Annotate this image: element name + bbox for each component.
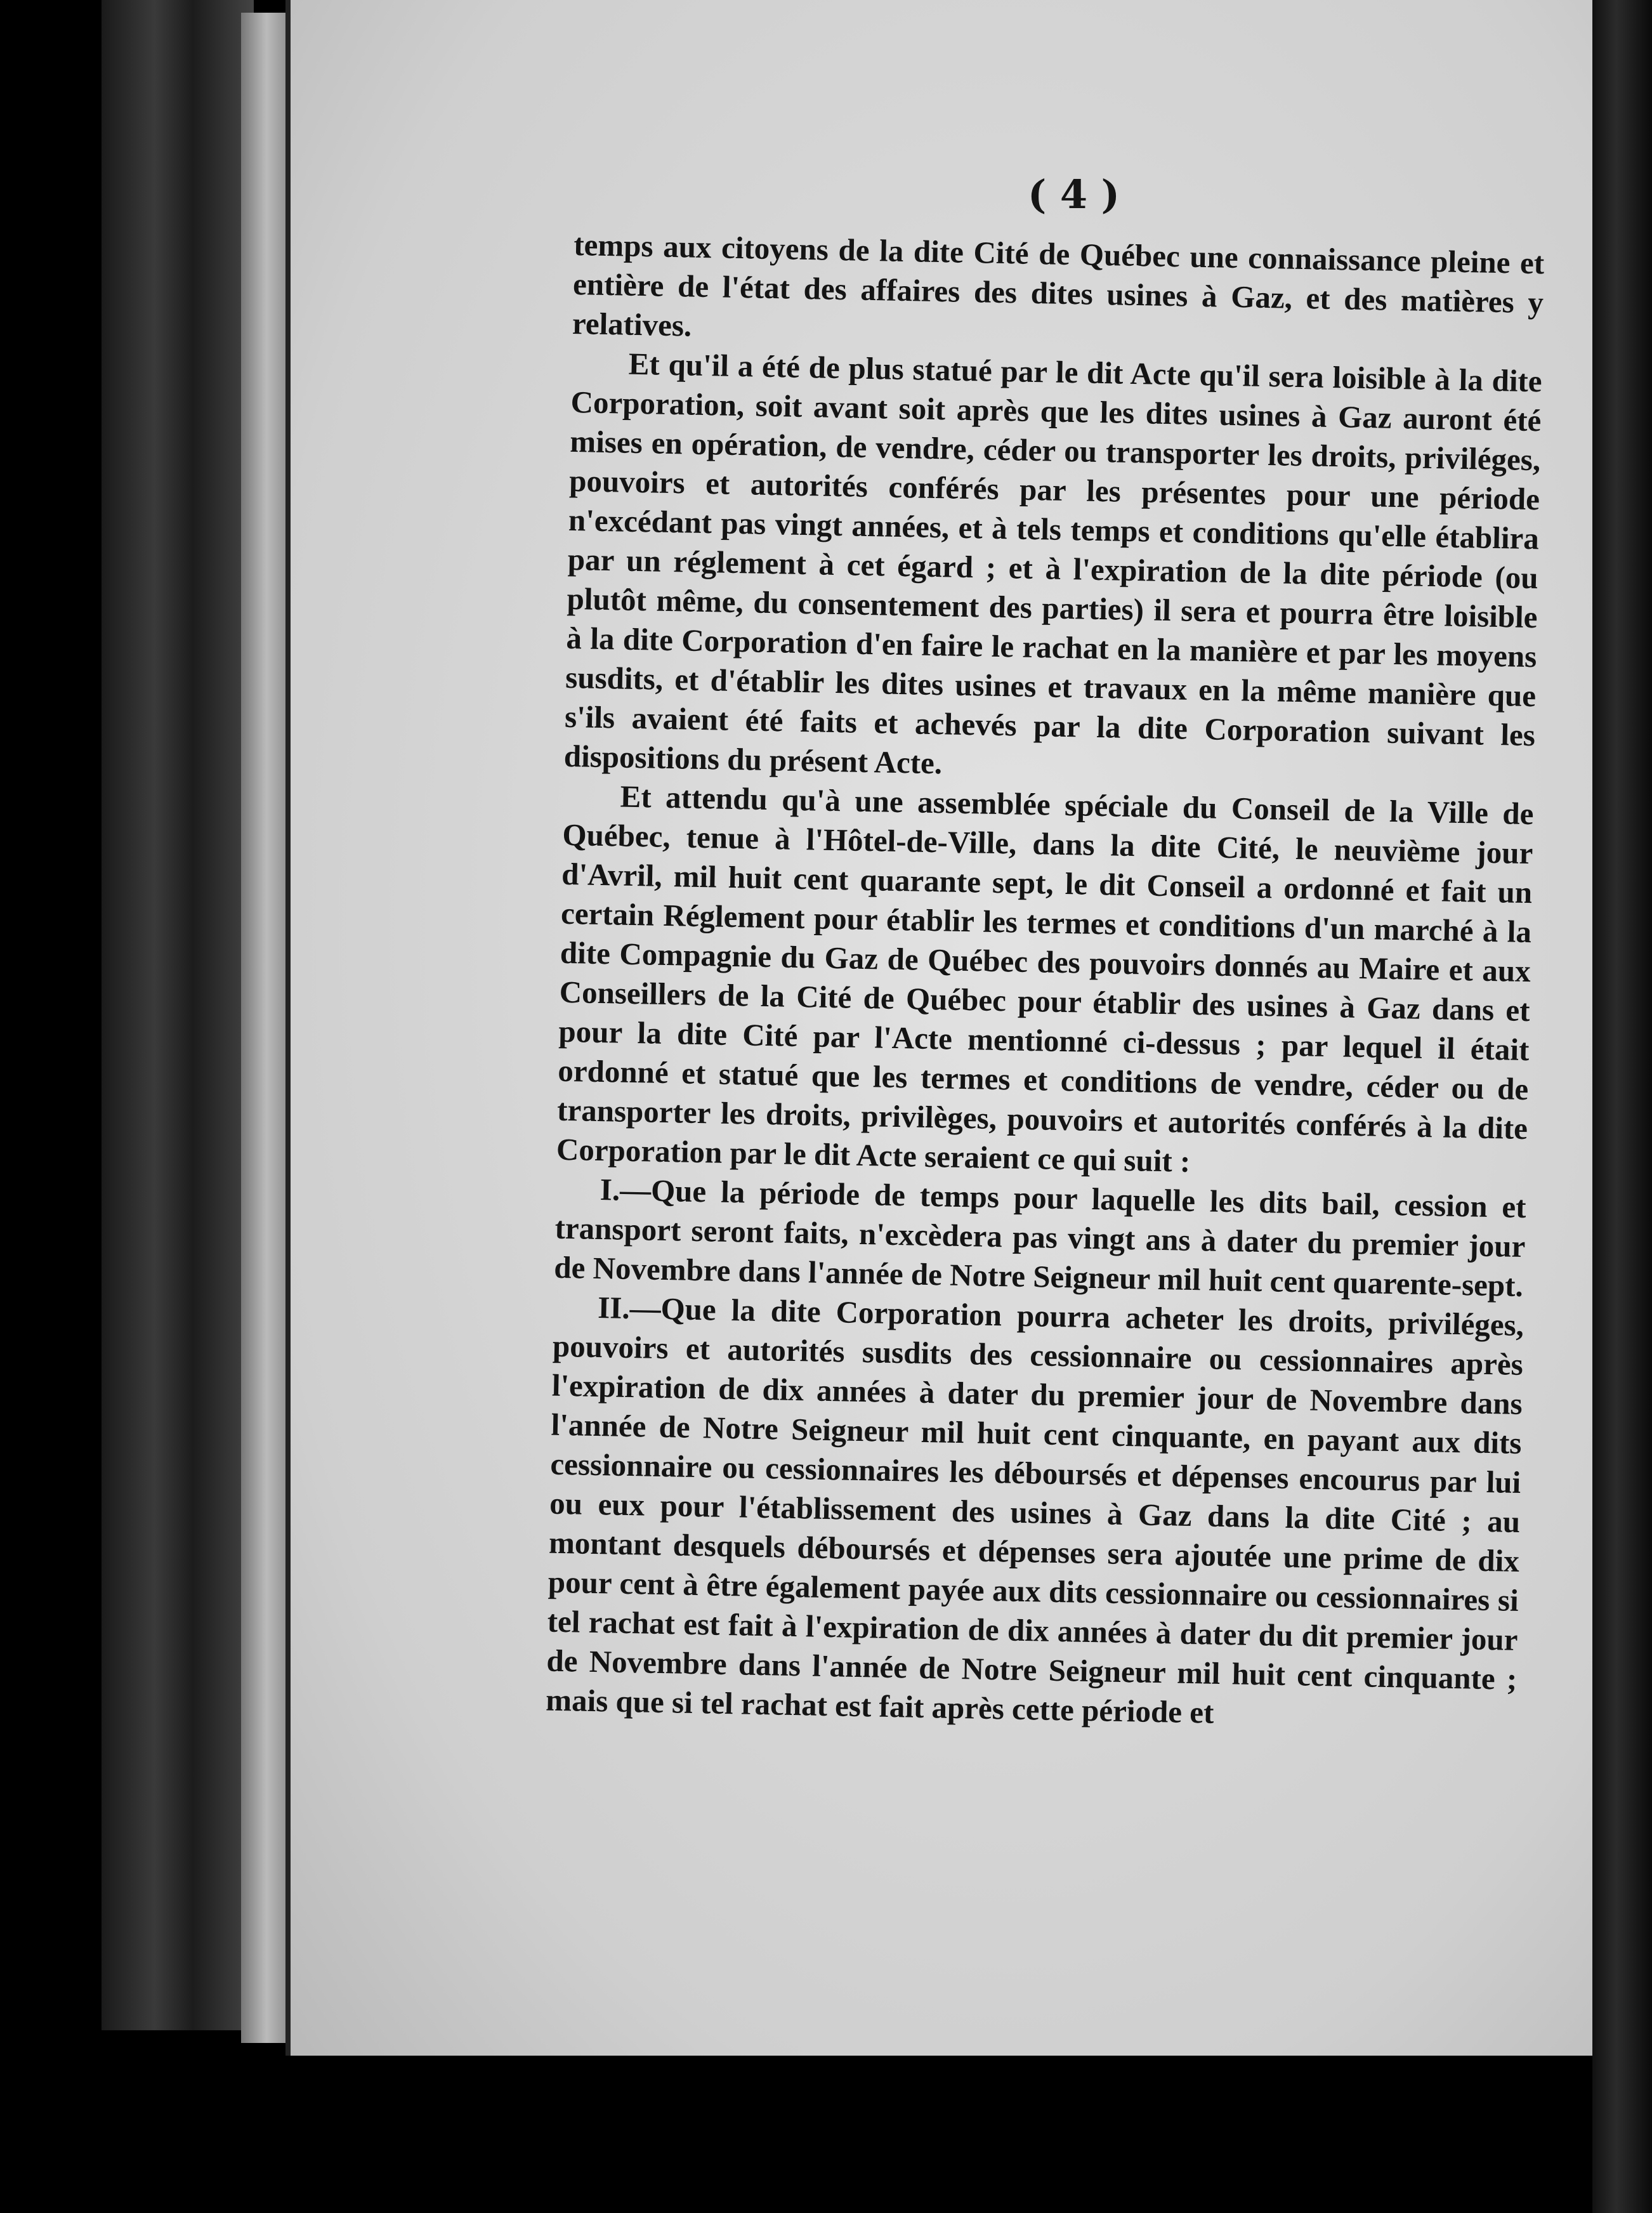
previous-page-edge xyxy=(241,13,292,2043)
paragraph-item-i: I.—Que la période de temps pour laquelle les dits bail, cession et transport seront faits, n'excèdera pas vingt ans à dater du premier jour de Novembre dans l'année de Notre Seigneur mil huit cent quarente-sept. xyxy=(553,1172,1527,1304)
paragraph-council-meeting: Et attendu qu'à une assemblée spéciale du Conseil de la Ville de Québec, tenue à l'Hôtel-de-Ville, dans la dite Cité, le neuvième jour d'Avril, mil huit cent quarante sept, le dit Conseil a ordonné et fait un certain Réglement pour établir les termes et conditions d'un marché à la dite Compagnie du Gaz de Québec des pouvoirs donnés au Maire et aux Conseillers de la Cité de Québec pour établir des usines à Gaz dans et pour la dite Cité par l'Acte mentionné ci-dessus ; par lequel il était ordonné et statué que les termes et conditions de vendre, céder ou de transporter les droits, privilèges, pouvoirs et autorités conférés à la dite Corporation par le dit Acte seraient ce qui suit : xyxy=(556,778,1534,1179)
paragraph-item-ii: II.—Que la dite Corporation pourra acheter les droits, priviléges, pouvoirs et autorités susdits des cessionnaire ou cessionnaires après l'expiration de dix années à dater du premier jour de Novembre dans l'année de Notre Seigneur mil huit cent cinquante, en payant aux dits cessionnaire ou cessionnaires les déboursés et dépenses encourus par lui ou eux pour l'établissement des usines à Gaz dans la dite Cité ; au montant desquels déboursés et dépenses sera ajoutée une prime de dix pour cent à être également payée aux dits cessionnaire ou cessionnaires si tel rachat est fait à l'expiration de dix années à dater du dit premier jour de Novembre dans l'année de Notre Seigneur mil huit cent cinquante ; mais que si tel rachat est fait après cette période et xyxy=(545,1290,1524,1730)
paragraph-statute: Et qu'il a été de plus statué par le dit Acte qu'il sera loisible à la dite Corporation, soit avant soit après que les dites usines à Gaz auront été mises en opération, de vendre, céder ou transporter les droits, priviléges, pouvoirs et autorités conférés par les présentes pour une période n'excédant pas vingt années, et à tels temps et conditions qu'elle établira par un réglement à cet égard ; et à l'expiration de la dite période (ou plutôt même, du consentement des parties) il sera et pourra être loisible à la dite Corporation d'en faire le rachat en la manière et par les moyens susdits, et d'établir les dites usines et travaux en la même manière que s'ils avaient été faits et achevés par la dite Corporation suivant les dispositions du présent Acte. xyxy=(563,346,1543,781)
body-text xyxy=(546,225,1545,1738)
right-page-edge xyxy=(1592,0,1652,2213)
book-spine xyxy=(102,0,254,2030)
paragraph-continuation: temps aux citoyens de la dite Cité de Québec une connaissance pleine et entière de l'état des affaires des dites usines à Gaz, et des matières y relatives. xyxy=(572,227,1545,343)
page-number: ( 4 ) xyxy=(1028,171,1120,218)
